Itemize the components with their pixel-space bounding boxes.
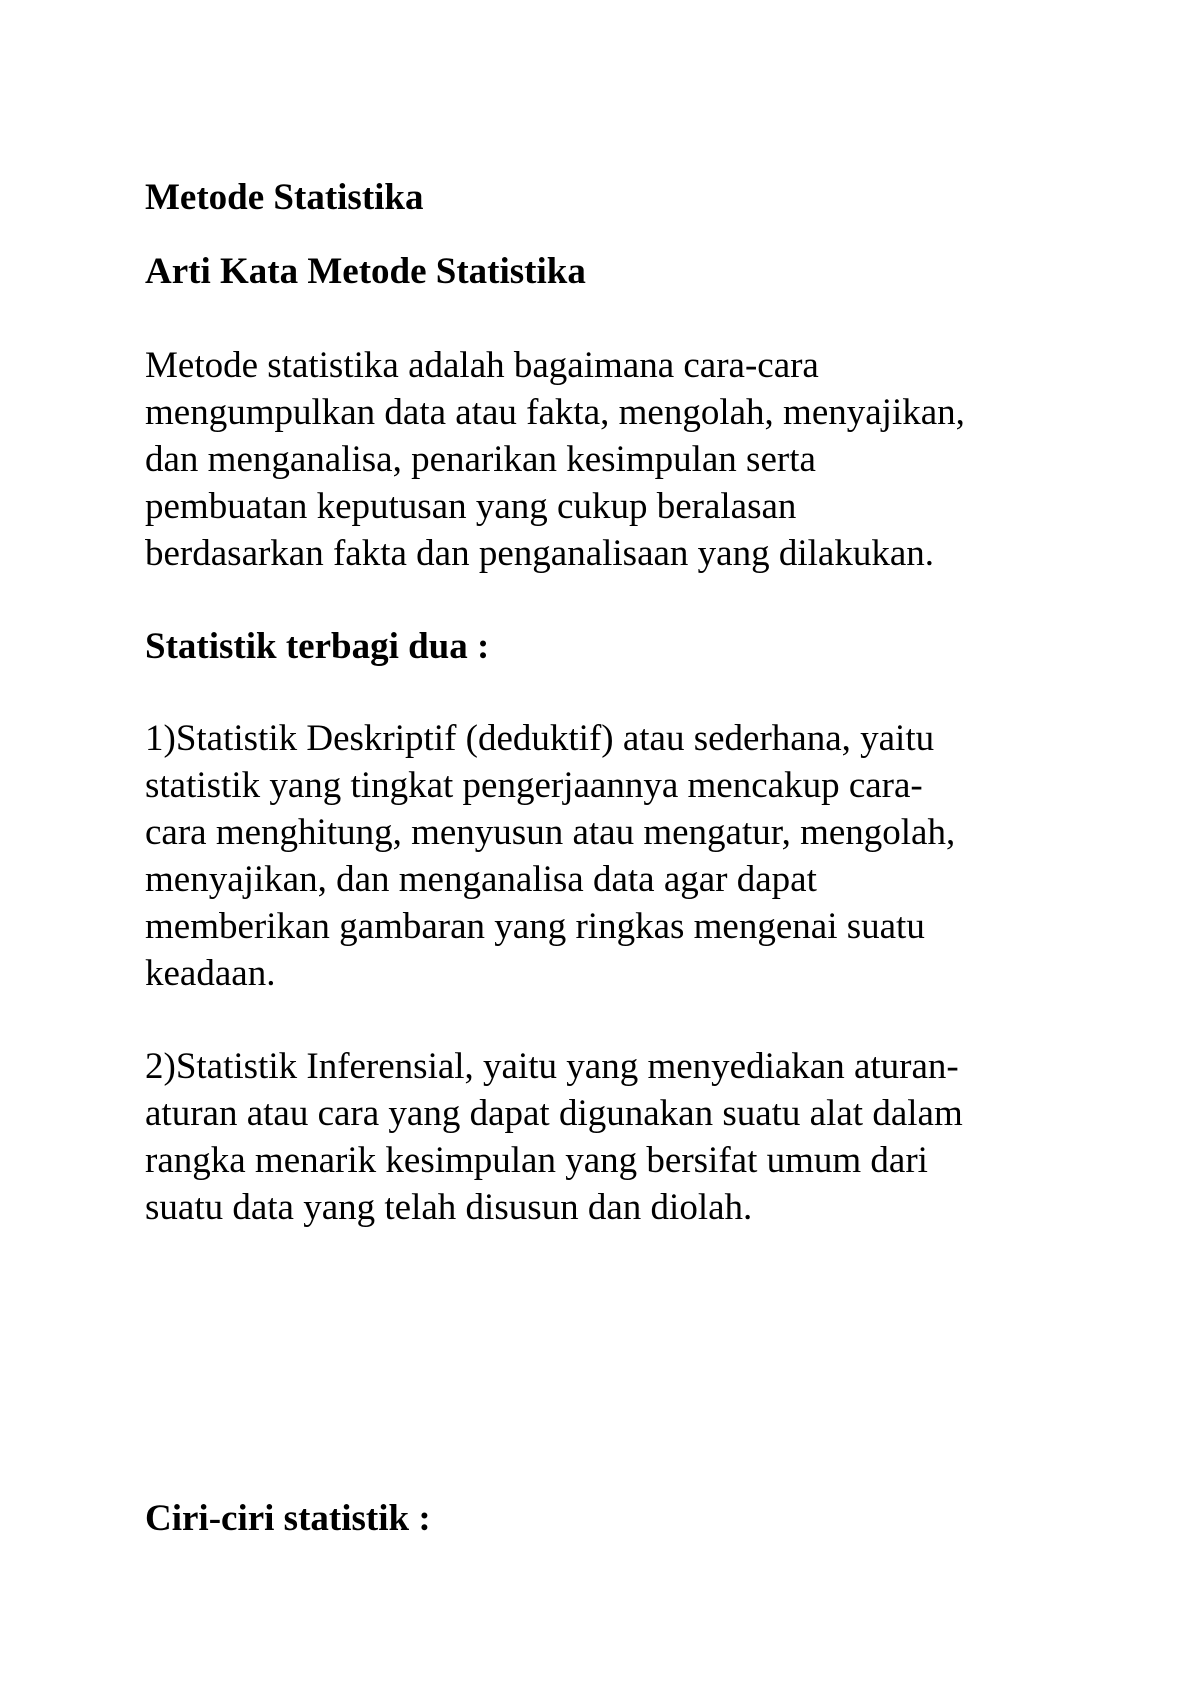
- paragraph-line: mengumpulkan data atau fakta, mengolah, menyajikan,: [145, 392, 965, 433]
- paragraph-line: rangka menarik kesimpulan yang bersifat umum dari: [145, 1140, 928, 1181]
- paragraph-line: 1)Statistik Deskriptif (deduktif) atau sederhana, yaitu: [145, 718, 935, 759]
- paragraph-line: menyajikan, dan menganalisa data agar dapat: [145, 859, 817, 900]
- paragraph-line: memberikan gambaran yang ringkas mengenai suatu: [145, 906, 925, 947]
- list-item-statistik-inferensial: [145, 1043, 1105, 1231]
- paragraph-line: keadaan.: [145, 953, 276, 994]
- paragraph-line: dan menganalisa, penarikan kesimpulan serta: [145, 439, 816, 480]
- section-heading-arti-kata: Arti Kata Metode Statistika: [145, 251, 586, 292]
- definition-paragraph: [145, 342, 1105, 577]
- paragraph-line: aturan atau cara yang dapat digunakan suatu alat dalam: [145, 1093, 963, 1134]
- section-heading-statistik-terbagi-dua: Statistik terbagi dua :: [145, 626, 490, 667]
- paragraph-line: cara menghitung, menyusun atau mengatur, mengolah,: [145, 812, 956, 853]
- paragraph-line: statistik yang tingkat pengerjaannya mencakup cara-: [145, 765, 923, 806]
- list-item-statistik-deskriptif: [145, 715, 1105, 997]
- paragraph-line: 2)Statistik Inferensial, yaitu yang menyediakan aturan-: [145, 1046, 959, 1087]
- paragraph-line: suatu data yang telah disusun dan diolah.: [145, 1187, 753, 1228]
- paragraph-line: berdasarkan fakta dan penganalisaan yang dilakukan.: [145, 533, 934, 574]
- section-heading-ciri-ciri-statistik: Ciri-ciri statistik :: [145, 1498, 431, 1539]
- paragraph-line: Metode statistika adalah bagaimana cara-cara: [145, 345, 819, 386]
- document-title: Metode Statistika: [145, 177, 424, 218]
- paragraph-line: pembuatan keputusan yang cukup beralasan: [145, 486, 797, 527]
